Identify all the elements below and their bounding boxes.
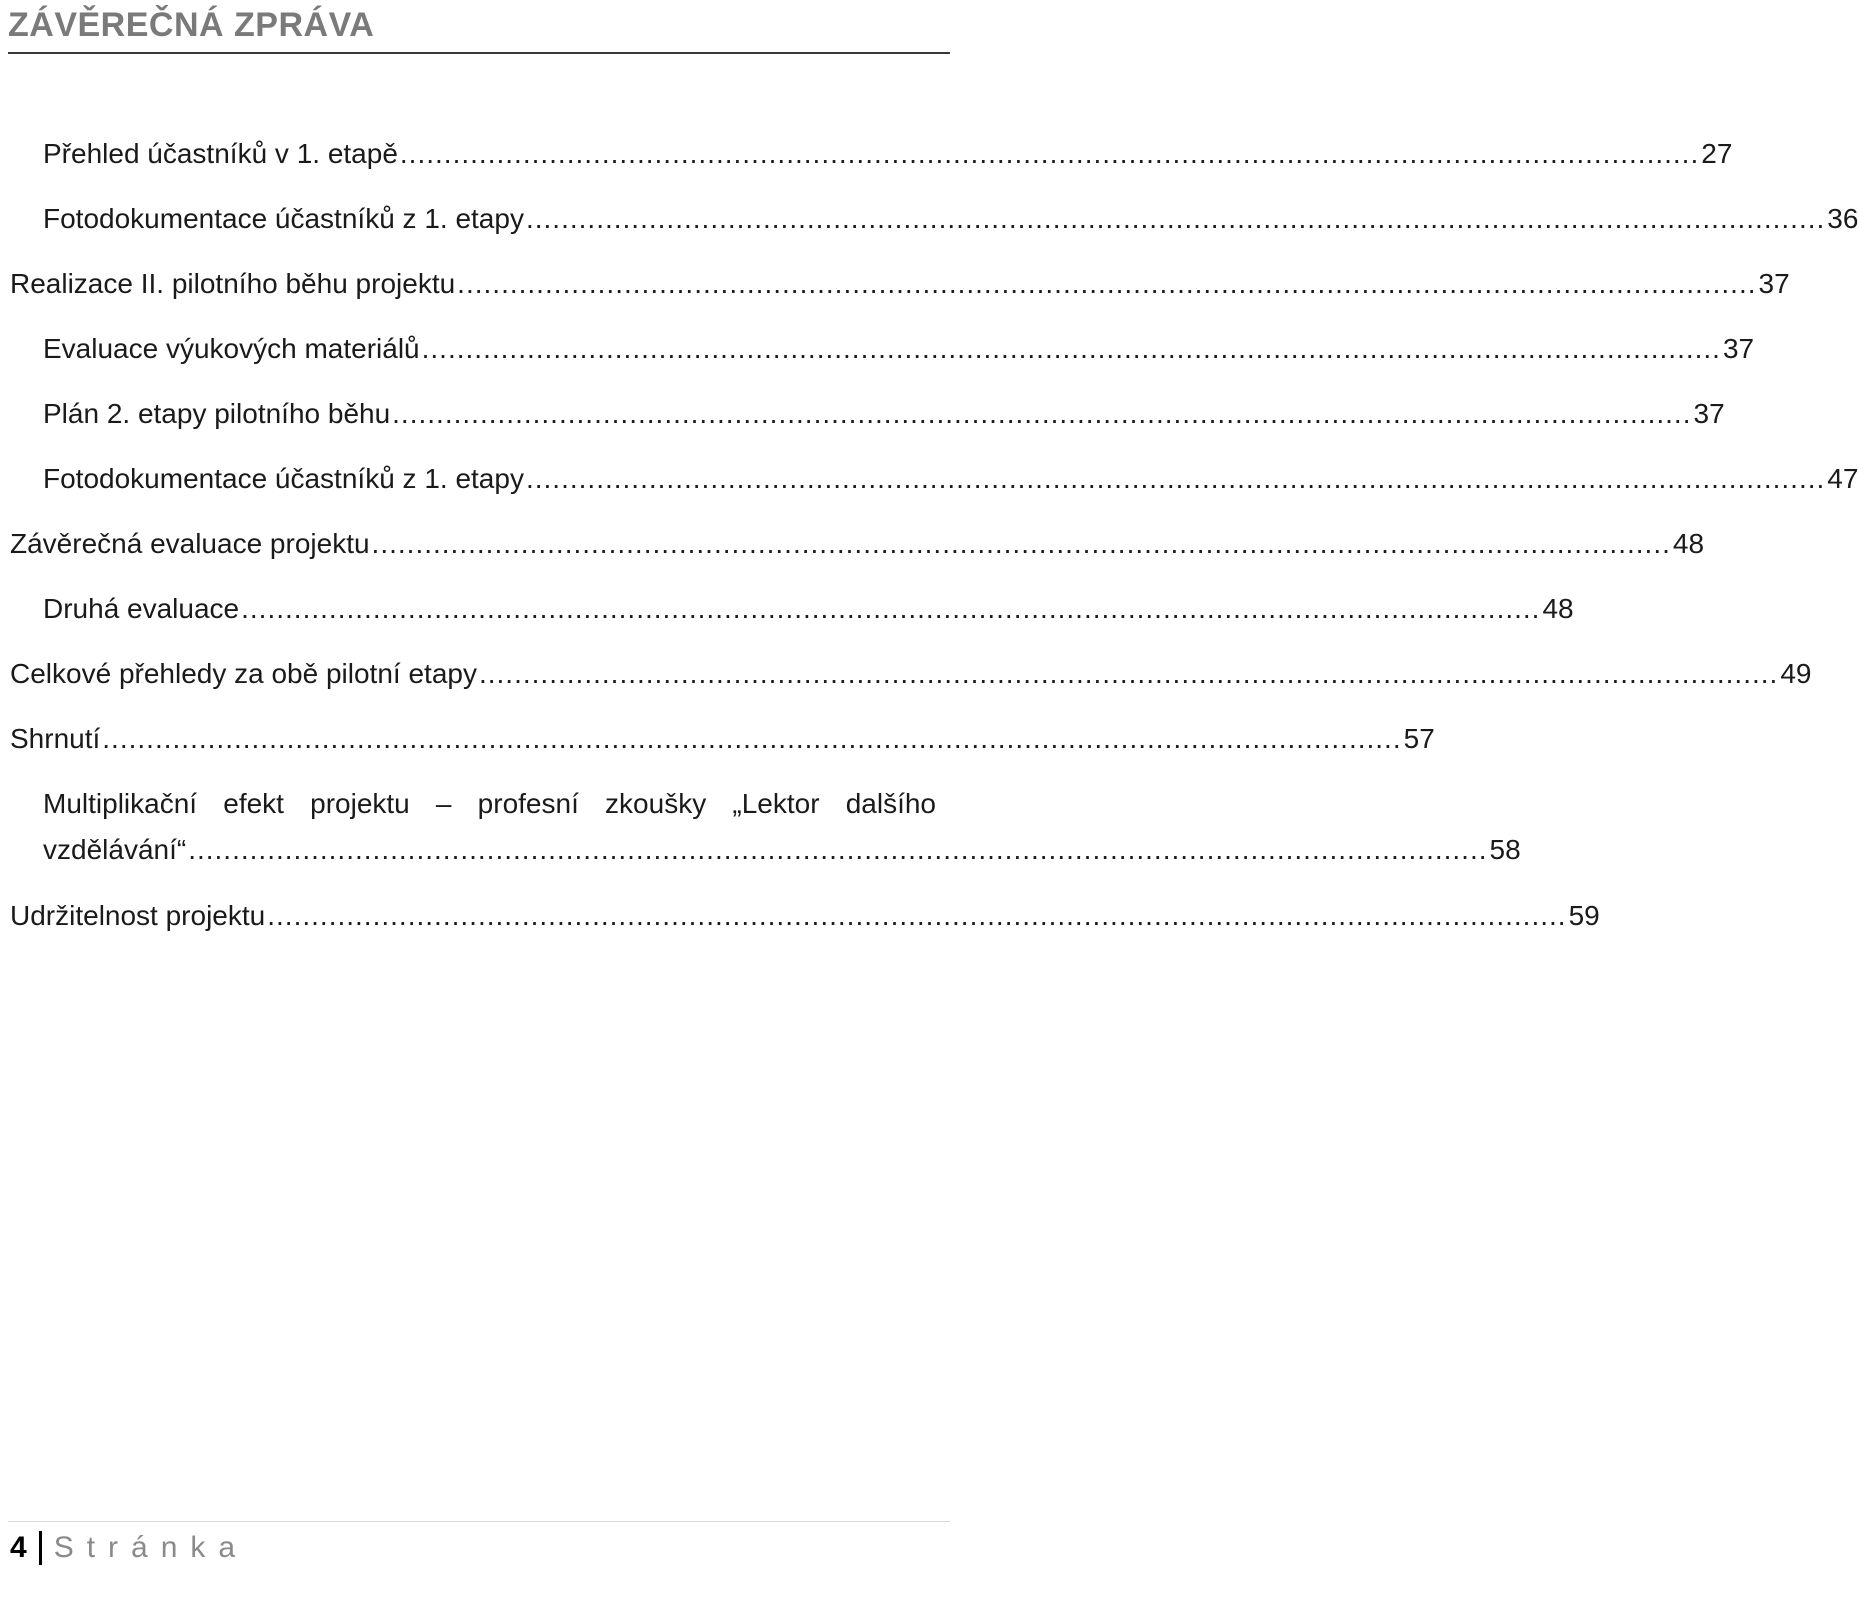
- toc-entry-title: Fotodokumentace účastníků z 1. etapy: [43, 463, 524, 494]
- toc-entry-title-line1: Multiplikační efekt projektu – profesní zkoušky „Lektor dalšího: [43, 788, 936, 819]
- toc-entry[interactable]: [0, 778, 1521, 890]
- page-number: 4: [10, 1531, 27, 1564]
- toc-leader-dots: ....................................................................................................................................................: [399, 138, 1700, 169]
- toc-entry-page: 49: [1780, 658, 1812, 689]
- toc-entry[interactable]: [0, 648, 1812, 713]
- toc-entry[interactable]: [0, 388, 1725, 453]
- toc-leader-dots: ....................................................................................................................................................: [525, 463, 1826, 494]
- toc-entry[interactable]: [0, 453, 1858, 518]
- toc-entry-page: 48: [1672, 528, 1705, 559]
- toc-leader-dots: ....................................................................................................................................................: [241, 593, 1541, 624]
- toc-entry-title: Celkové přehledy za obě pilotní etapy: [10, 658, 477, 689]
- page-footer: [8, 1521, 950, 1582]
- toc-entry-title: Evaluace výukových materiálů: [43, 333, 420, 364]
- toc-entry-title: Shrnutí: [10, 723, 101, 754]
- toc-entry-page: 58: [1489, 834, 1521, 865]
- toc-entry-title: Udržitelnost projektu: [10, 900, 266, 931]
- toc-entry-page: 57: [1403, 723, 1435, 754]
- toc-entry-title: Závěrečná evaluace projektu: [10, 528, 370, 559]
- toc-entry-title: Přehled účastníků v 1. etapě: [43, 138, 398, 169]
- toc-entry-page: 37: [1722, 333, 1755, 364]
- toc-leader-dots: ....................................................................................................................................................: [457, 268, 1757, 299]
- toc-entry-title: Fotodokumentace účastníků z 1. etapy: [43, 203, 524, 234]
- document-title: ZÁVĚREČNÁ ZPRÁVA: [8, 6, 375, 44]
- toc-leader-dots: ....................................................................................................................................................: [525, 203, 1826, 234]
- toc-entry[interactable]: [0, 193, 1858, 258]
- footer-separator: [39, 1531, 42, 1565]
- toc-leader-dots: ....................................................................................................................................................: [478, 658, 1779, 689]
- toc-entry[interactable]: [0, 128, 1733, 193]
- toc-entry[interactable]: [0, 713, 1435, 778]
- toc-entry-page: 37: [1758, 268, 1790, 299]
- page-label: Stránka: [53, 1531, 249, 1564]
- toc-entry-title: Plán 2. etapy pilotního běhu: [43, 398, 391, 429]
- toc-entry-page: 37: [1693, 398, 1725, 429]
- toc-entry-title: Realizace II. pilotního běhu projektu: [10, 268, 456, 299]
- toc-entry[interactable]: [0, 258, 1790, 323]
- toc-entry-page: 47: [1827, 463, 1858, 494]
- toc-entry-page: 36: [1827, 203, 1858, 234]
- toc-entry-title: Druhá evaluace: [43, 593, 240, 624]
- toc-entry-page: 27: [1701, 138, 1733, 169]
- page-header: [8, 4, 950, 54]
- toc-entry[interactable]: [0, 518, 1705, 583]
- toc-entry[interactable]: [0, 323, 1755, 388]
- toc-entry[interactable]: [0, 890, 1600, 955]
- toc-entry[interactable]: [0, 583, 1574, 648]
- toc-leader-dots: ....................................................................................................................................................: [188, 834, 1488, 865]
- toc-leader-dots: ....................................................................................................................................................: [267, 900, 1567, 931]
- toc-entry-page: 59: [1568, 900, 1600, 931]
- table-of-contents: [0, 128, 1858, 955]
- toc-leader-dots: ....................................................................................................................................................: [392, 398, 1692, 429]
- toc-leader-dots: ....................................................................................................................................................: [421, 333, 1721, 364]
- toc-entry-page: 48: [1542, 593, 1574, 624]
- toc-leader-dots: ....................................................................................................................................................: [102, 723, 1402, 754]
- toc-entry-title: vzdělávání“: [43, 834, 187, 865]
- toc-leader-dots: ....................................................................................................................................................: [371, 528, 1671, 559]
